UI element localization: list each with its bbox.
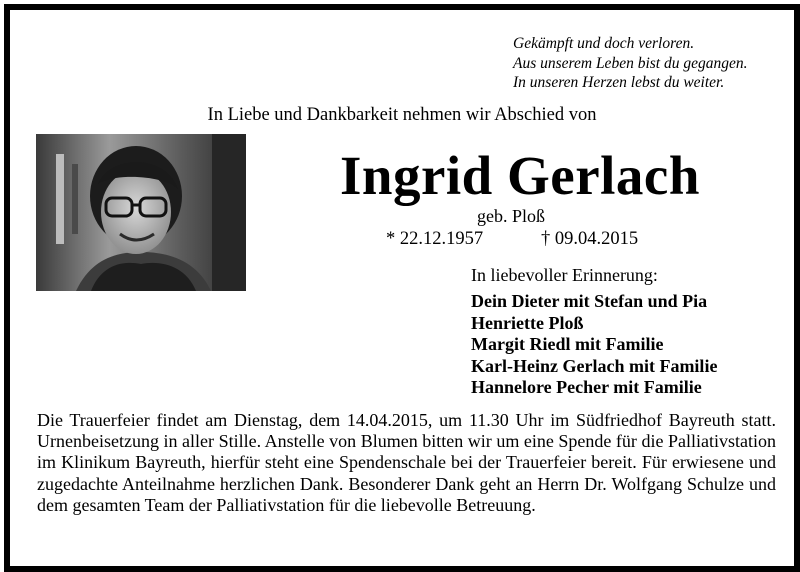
mourner: Dein Dieter mit Stefan und Pia xyxy=(471,291,708,311)
portrait-photo xyxy=(36,134,246,291)
poem xyxy=(513,34,747,93)
mourner: Hannelore Pecher mit Familie xyxy=(471,377,702,397)
memory-label: In liebevoller Erinnerung: xyxy=(471,265,658,285)
death-date: † 09.04.2015 xyxy=(541,229,639,249)
mourner: Karl-Heinz Gerlach mit Familie xyxy=(471,355,718,376)
intro-text: In Liebe und Dankbarkeit nehmen wir Abschied von xyxy=(207,105,597,125)
poem-line: In unseren Herzen lebst du weiter. xyxy=(513,74,725,91)
mourner: Henriette Ploß xyxy=(471,312,584,333)
mourner: Margit Riedl mit Familie xyxy=(471,334,664,354)
birth-date: * 22.12.1957 xyxy=(386,229,484,249)
mourners-list xyxy=(471,291,717,399)
obituary-card xyxy=(4,4,800,572)
poem-line: Gekämpft und doch verloren. xyxy=(513,35,695,52)
deceased-name: Ingrid Gerlach xyxy=(340,145,700,206)
portrait-photo-icon xyxy=(36,134,246,291)
poem-line: Aus unserem Leben bist du gegangen. xyxy=(513,54,748,72)
birth-name: geb. Ploß xyxy=(477,206,546,226)
funeral-notice: Die Trauerfeier findet am Dienstag, dem 14.04.2015, um 11.30 Uhr im Südfriedhof Bayreuth statt. Urnenbeisetzung in aller Stille. Anstelle von Blumen bitten wir um eine Spende für die Palliativstation im Klinikum Bayreuth, hierfür steht eine Spendenschale bei der Trauerfeier bereit. Für erwiesene und zugedachte Anteilnahme herzlichen Dank. Besonderer Dank geht an Herrn Dr. Wolfgang Schulze und dem gesamten Team der Palliativstation für die liebevolle Betreuung. xyxy=(37,410,776,515)
